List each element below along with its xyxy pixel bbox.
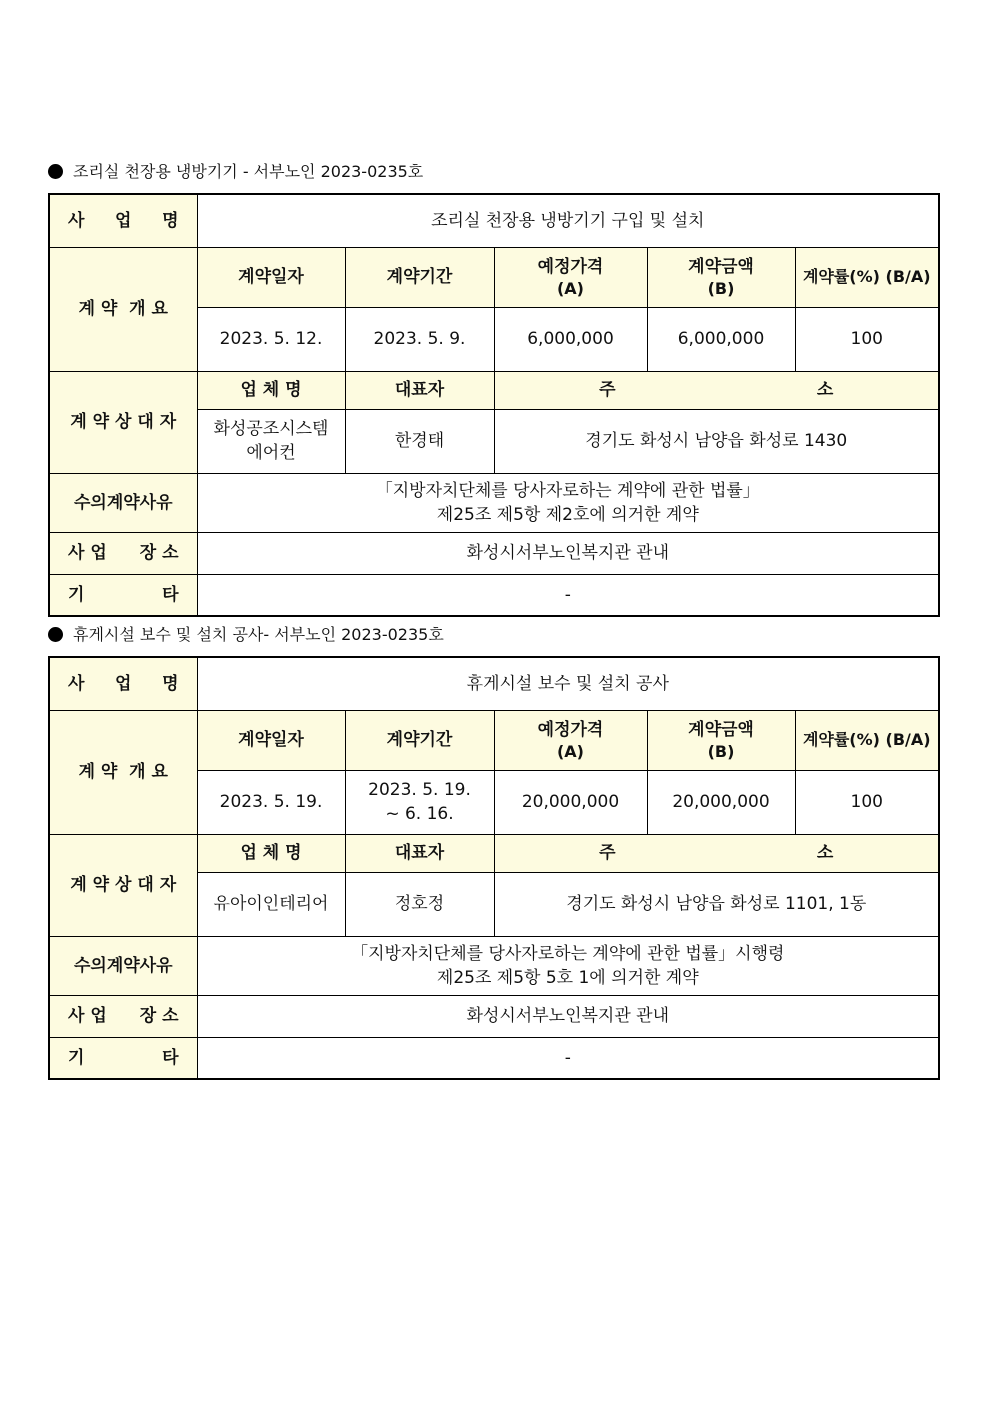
header-address: 주 소 (494, 371, 939, 409)
header-contract-date: 계약일자 (197, 710, 345, 770)
header-contract-rate: 계약률(%) (B/A) (795, 710, 939, 770)
header-contract-period: 계약기간 (345, 247, 494, 307)
contract-amount-value: 20,000,000 (647, 770, 795, 834)
estimated-price-value: 6,000,000 (494, 307, 647, 371)
row-place (49, 995, 939, 1037)
section-heading-1 (48, 159, 423, 185)
contract-date-value: 2023. 5. 19. (197, 770, 345, 834)
section-heading-text: 휴게시설 보수 및 설치 공사- 서부노인 2023-0235호 (73, 625, 444, 644)
row-summary-headers (49, 247, 939, 307)
address-value: 경기도 화성시 남양읍 화성로 1430 (494, 409, 939, 473)
label-summary: 계 약 개 요 (49, 710, 197, 834)
label-place: 사 업 장 소 (49, 995, 197, 1037)
bullet-icon (48, 164, 63, 179)
header-representative: 대표자 (345, 371, 494, 409)
contract-amount-value: 6,000,000 (647, 307, 795, 371)
label-project-name: 사 업 명 (49, 194, 197, 247)
contract-period-value: 2023. 5. 9. (345, 307, 494, 371)
header-contract-rate: 계약률(%) (B/A) (795, 247, 939, 307)
header-contract-date: 계약일자 (197, 247, 345, 307)
row-place (49, 532, 939, 574)
row-party-headers (49, 834, 939, 872)
header-address: 주 소 (494, 834, 939, 872)
header-representative: 대표자 (345, 834, 494, 872)
row-project-name (49, 194, 939, 247)
header-company: 업 체 명 (197, 834, 345, 872)
row-etc (49, 574, 939, 616)
bullet-icon (48, 627, 63, 642)
place-value: 화성시서부노인복지관 관내 (197, 532, 939, 574)
reason-value: 「지방자치단체를 당사자로하는 계약에 관한 법률」시행령 제25조 제5항 5호 1에 의거한 계약 (197, 936, 939, 995)
row-reason (49, 473, 939, 532)
place-value: 화성시서부노인복지관 관내 (197, 995, 939, 1037)
label-party: 계 약 상 대 자 (49, 371, 197, 473)
section-heading-text: 조리실 천장용 냉방기기 - 서부노인 2023-0235호 (73, 162, 424, 181)
representative-value: 한경태 (345, 409, 494, 473)
header-estimated-price: 예정가격 (A) (494, 247, 647, 307)
estimated-price-value: 20,000,000 (494, 770, 647, 834)
contract-period-value: 2023. 5. 19. ~ 6. 16. (345, 770, 494, 834)
header-estimated-price: 예정가격 (A) (494, 710, 647, 770)
header-company: 업 체 명 (197, 371, 345, 409)
etc-value: - (197, 1037, 939, 1079)
company-value: 유아이인테리어 (197, 872, 345, 936)
label-summary: 계 약 개 요 (49, 247, 197, 371)
label-reason: 수의계약사유 (49, 473, 197, 532)
label-place: 사 업 장 소 (49, 532, 197, 574)
label-etc: 기 타 (49, 574, 197, 616)
label-project-name: 사 업 명 (49, 657, 197, 710)
contract-rate-value: 100 (795, 307, 939, 371)
address-value: 경기도 화성시 남양읍 화성로 1101, 1동 (494, 872, 939, 936)
row-summary-headers (49, 710, 939, 770)
company-value: 화성공조시스템 에어컨 (197, 409, 345, 473)
contract-table-2 (48, 656, 940, 1080)
contract-rate-value: 100 (795, 770, 939, 834)
representative-value: 정호정 (345, 872, 494, 936)
row-project-name (49, 657, 939, 710)
label-party: 계 약 상 대 자 (49, 834, 197, 936)
project-name-value: 휴게시설 보수 및 설치 공사 (197, 657, 939, 710)
project-name-value: 조리실 천장용 냉방기기 구입 및 설치 (197, 194, 939, 247)
header-contract-amount: 계약금액 (B) (647, 247, 795, 307)
row-etc (49, 1037, 939, 1079)
reason-value: 「지방자치단체를 당사자로하는 계약에 관한 법률」 제25조 제5항 제2호에 의거한 계약 (197, 473, 939, 532)
contract-table-1 (48, 193, 940, 617)
etc-value: - (197, 574, 939, 616)
contract-date-value: 2023. 5. 12. (197, 307, 345, 371)
header-contract-period: 계약기간 (345, 710, 494, 770)
section-heading-2 (48, 622, 444, 648)
label-etc: 기 타 (49, 1037, 197, 1079)
row-party-headers (49, 371, 939, 409)
row-reason (49, 936, 939, 995)
header-contract-amount: 계약금액 (B) (647, 710, 795, 770)
label-reason: 수의계약사유 (49, 936, 197, 995)
